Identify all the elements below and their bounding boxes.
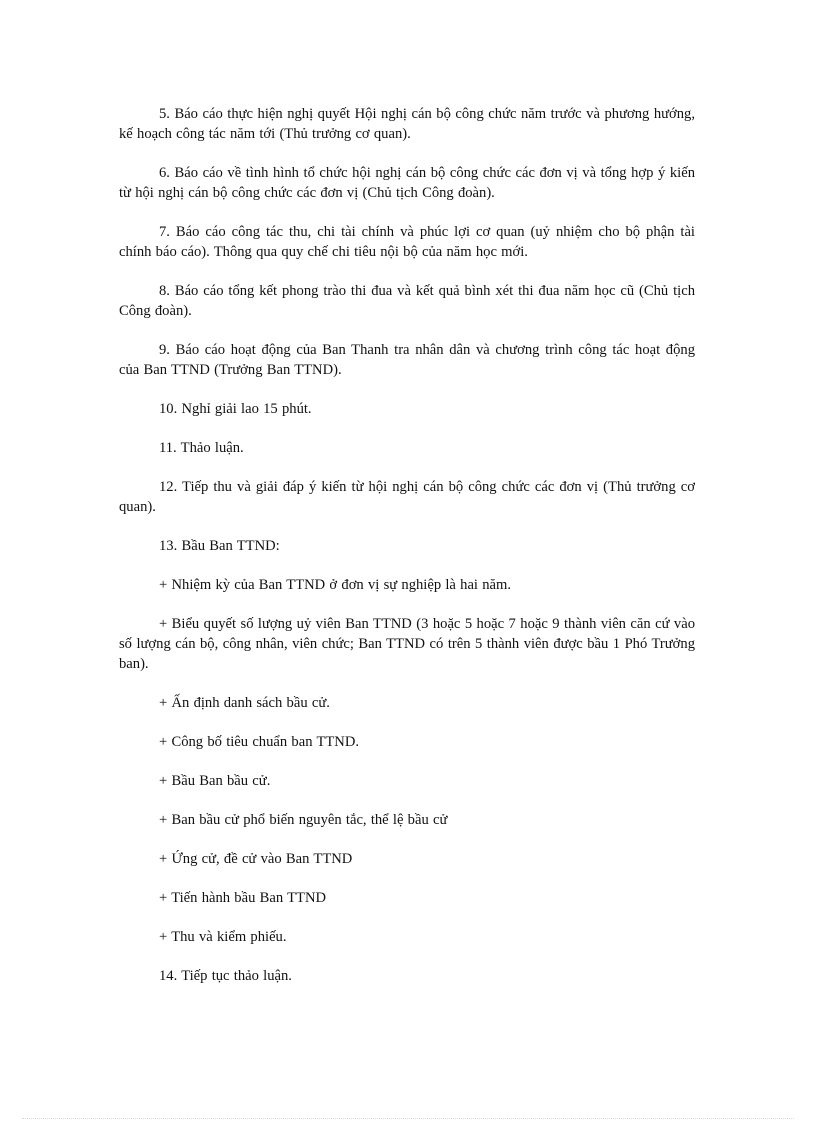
bullet-candidate-list: + Ấn định danh sách bầu cử.	[159, 695, 330, 711]
paragraph-item-11-discussion: 11. Thảo luận.	[159, 440, 244, 456]
bullet-election-rules: + Ban bầu cử phổ biến nguyên tắc, thể lệ bầu cử	[159, 812, 448, 828]
bullet-conduct-election: + Tiến hành bầu Ban TTND	[159, 890, 327, 906]
bullet-announce-criteria: + Công bố tiêu chuẩn ban TTND.	[159, 734, 360, 750]
page-bottom-divider	[22, 1118, 794, 1119]
paragraph-item-10-break: 10. Nghỉ giải lao 15 phút.	[159, 401, 312, 417]
bullet-nominations: + Ứng cử, đề cử vào Ban TTND	[159, 851, 353, 867]
bullet-member-vote: + Biểu quyết số lượng uỷ viên Ban TTND (3 hoặc 5 hoặc 7 hoặc 9 thành viên căn cứ vào số lượng cán bộ, công nhân, viên chức; Ban TTND có trên 5 thành viên được bầu 1 Phó Trưởng ban).	[119, 616, 695, 672]
paragraph-item-9-report-inspection-board: 9. Báo cáo hoạt động của Ban Thanh tra nhân dân và chương trình công tác hoạt động của Ban TTND (Trưởng Ban TTND).	[119, 342, 695, 378]
bullet-election-committee: + Bầu Ban bầu cử.	[159, 773, 271, 789]
paragraph-item-6-report-conferences: 6. Báo cáo về tình hình tổ chức hội nghị cán bộ công chức các đơn vị và tổng hợp ý kiến từ hội nghị cán bộ công chức các đơn vị (Chủ tịch Công đoàn).	[119, 165, 695, 201]
paragraph-item-7-report-finance: 7. Báo cáo công tác thu, chi tài chính và phúc lợi cơ quan (uỷ nhiệm cho bộ phận tài chính báo cáo). Thông qua quy chế chi tiêu nội bộ của năm học mới.	[119, 224, 695, 260]
paragraph-item-8-report-emulation: 8. Báo cáo tổng kết phong trào thi đua và kết quả bình xét thi đua năm học cũ (Chủ tịch Công đoàn).	[119, 283, 695, 319]
paragraph-item-13-election-heading: 13. Bầu Ban TTND:	[159, 538, 280, 554]
document-body	[119, 104, 695, 1005]
paragraph-item-5-report-resolution: 5. Báo cáo thực hiện nghị quyết Hội nghị cán bộ công chức năm trước và phương hướng, kế hoạch công tác năm tới (Thủ trưởng cơ quan).	[119, 106, 695, 142]
bullet-count-ballots: + Thu và kiểm phiếu.	[159, 929, 287, 945]
paragraph-item-14-continue-discussion: 14. Tiếp tục thảo luận.	[159, 968, 292, 984]
bullet-term-of-office: + Nhiệm kỳ của Ban TTND ở đơn vị sự nghiệp là hai năm.	[159, 577, 511, 593]
paragraph-item-12-feedback: 12. Tiếp thu và giải đáp ý kiến từ hội nghị cán bộ công chức các đơn vị (Thủ trưởng cơ quan).	[119, 479, 695, 515]
